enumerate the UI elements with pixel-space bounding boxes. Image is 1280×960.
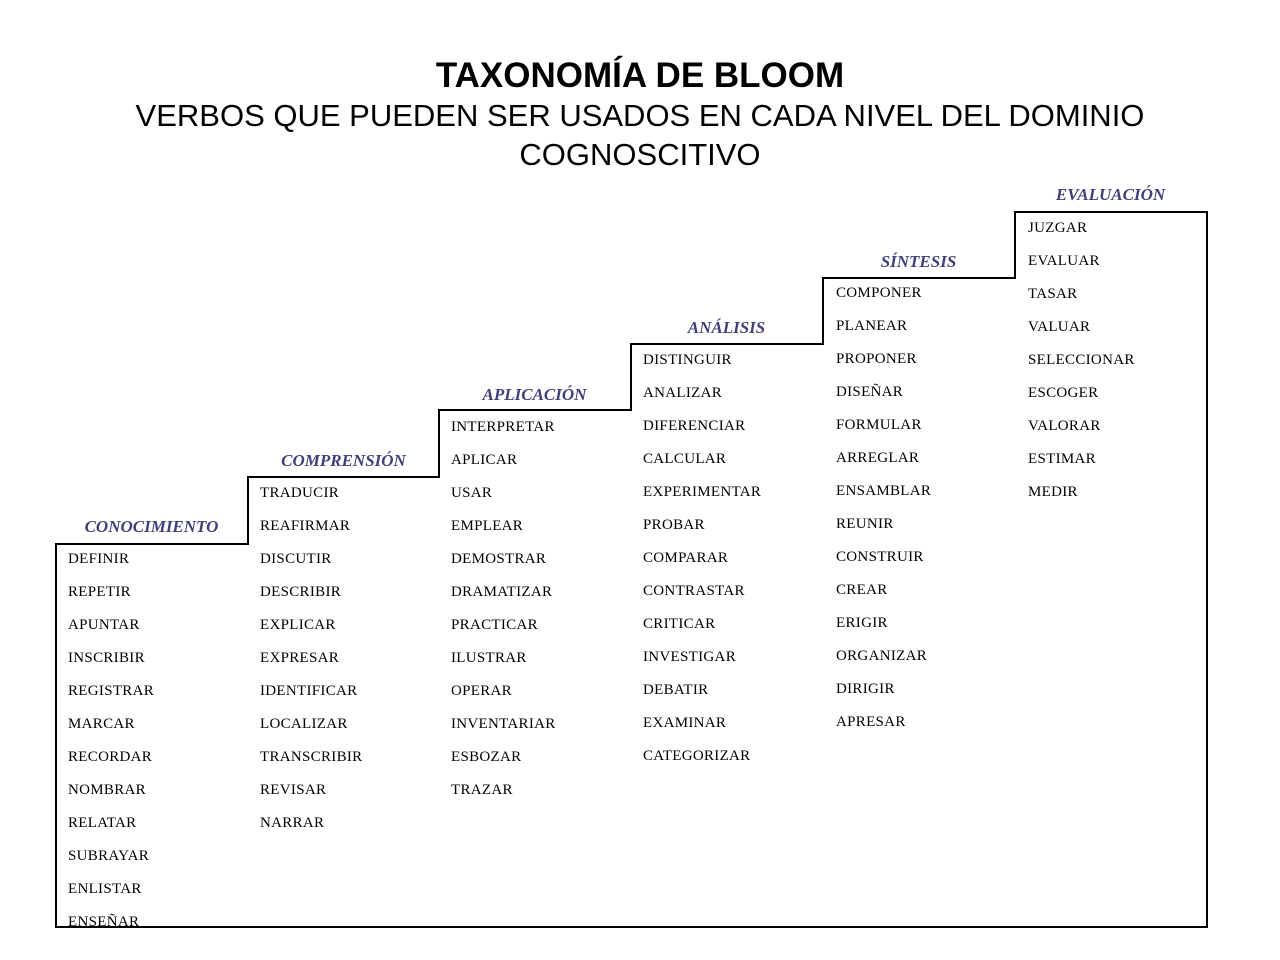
page-subtitle: VERBOS QUE PUEDEN SER USADOS EN CADA NIVEL DEL DOMINIO COGNOSCITIVO — [135, 98, 1145, 172]
verb-item: INVESTIGAR — [643, 649, 736, 665]
verb-item: ORGANIZAR — [836, 648, 928, 664]
verb-item: CATEGORIZAR — [643, 748, 751, 764]
verb-item: DISEÑAR — [836, 384, 904, 400]
verb-item: COMPARAR — [643, 550, 729, 566]
verb-item: DIFERENCIAR — [643, 418, 746, 434]
verb-item: IDENTIFICAR — [260, 683, 358, 699]
verb-item: TASAR — [1028, 286, 1078, 302]
verb-item: REVISAR — [260, 782, 327, 798]
verb-item: REUNIR — [836, 516, 894, 532]
verb-item: CALCULAR — [643, 451, 727, 467]
verb-item: EMPLEAR — [451, 518, 524, 534]
verb-list-sintesis — [836, 277, 1021, 739]
verb-item: NOMBRAR — [68, 782, 146, 798]
verb-item: USAR — [451, 485, 493, 501]
verb-item: DEMOSTRAR — [451, 551, 547, 567]
verb-item: REPETIR — [68, 584, 131, 600]
verb-item: ENSAMBLAR — [836, 483, 932, 499]
verb-item: EXPLICAR — [260, 617, 336, 633]
verb-list-evaluacion — [1028, 212, 1213, 509]
verb-list-aplicacion — [451, 411, 636, 807]
verb-item: CONTRASTAR — [643, 583, 745, 599]
verb-item: APUNTAR — [68, 617, 140, 633]
verb-item: CONSTRUIR — [836, 549, 924, 565]
verb-item: CRITICAR — [643, 616, 716, 632]
verb-item: ILUSTRAR — [451, 650, 527, 666]
verb-item: VALUAR — [1028, 319, 1091, 335]
verb-item: REAFIRMAR — [260, 518, 351, 534]
verb-item: TRAZAR — [451, 782, 513, 798]
verb-item: ENLISTAR — [68, 881, 142, 897]
verb-item: INVENTARIAR — [451, 716, 556, 732]
verb-item: VALORAR — [1028, 418, 1101, 434]
verb-item: TRANSCRIBIR — [260, 749, 363, 765]
verb-item: RELATAR — [68, 815, 137, 831]
verb-item: DESCRIBIR — [260, 584, 342, 600]
verb-item: ARREGLAR — [836, 450, 920, 466]
verb-item: DIRIGIR — [836, 681, 895, 697]
level-heading-comprension: COMPRENSIÓN — [281, 451, 406, 470]
verb-item: PLANEAR — [836, 318, 908, 334]
verb-list-comprension — [260, 477, 445, 840]
verb-item: APLICAR — [451, 452, 518, 468]
verb-item: ENSEÑAR — [68, 914, 140, 930]
verb-item: COMPONER — [836, 285, 922, 301]
verb-item: REGISTRAR — [68, 683, 155, 699]
verb-item: SELECCIONAR — [1028, 352, 1135, 368]
level-heading-analisis: ANÁLISIS — [687, 318, 766, 337]
level-heading-evaluacion: EVALUACIÓN — [1055, 185, 1166, 204]
verb-item: RECORDAR — [68, 749, 153, 765]
verb-item: FORMULAR — [836, 417, 922, 433]
verb-item: SUBRAYAR — [68, 848, 150, 864]
verb-list-conocimiento — [68, 543, 253, 939]
level-heading-sintesis: SÍNTESIS — [880, 252, 957, 271]
verb-item: EVALUAR — [1028, 253, 1100, 269]
verb-list-analisis — [643, 344, 828, 773]
verb-item: NARRAR — [260, 815, 325, 831]
page-title: TAXONOMÍA DE BLOOM — [435, 56, 845, 95]
verb-item: PROPONER — [836, 351, 917, 367]
verb-item: DISCUTIR — [260, 551, 332, 567]
verb-item: LOCALIZAR — [260, 716, 348, 732]
verb-item: ESTIMAR — [1028, 451, 1096, 467]
verb-item: PROBAR — [643, 517, 705, 533]
verb-item: MARCAR — [68, 716, 135, 732]
verb-item: EXPERIMENTAR — [643, 484, 762, 500]
verb-item: JUZGAR — [1028, 220, 1088, 236]
level-heading-aplicacion: APLICACIÓN — [482, 385, 587, 404]
verb-item: ERIGIR — [836, 615, 888, 631]
verb-item: DEFINIR — [68, 551, 130, 567]
verb-item: DEBATIR — [643, 682, 709, 698]
verb-item: CREAR — [836, 582, 888, 598]
verb-item: EXAMINAR — [643, 715, 727, 731]
verb-item: ESBOZAR — [451, 749, 522, 765]
verb-item: INTERPRETAR — [451, 419, 555, 435]
verb-item: ANALIZAR — [643, 385, 723, 401]
verb-item: TRADUCIR — [260, 485, 340, 501]
verb-item: PRACTICAR — [451, 617, 538, 633]
verb-item: DISTINGUIR — [643, 352, 732, 368]
verb-item: DRAMATIZAR — [451, 584, 553, 600]
verb-item: EXPRESAR — [260, 650, 340, 666]
verb-item: APRESAR — [836, 714, 906, 730]
verb-item: MEDIR — [1028, 484, 1078, 500]
level-heading-conocimiento: CONOCIMIENTO — [84, 517, 219, 536]
verb-item: OPERAR — [451, 683, 512, 699]
verb-item: ESCOGER — [1028, 385, 1099, 401]
verb-item: INSCRIBIR — [68, 650, 145, 666]
